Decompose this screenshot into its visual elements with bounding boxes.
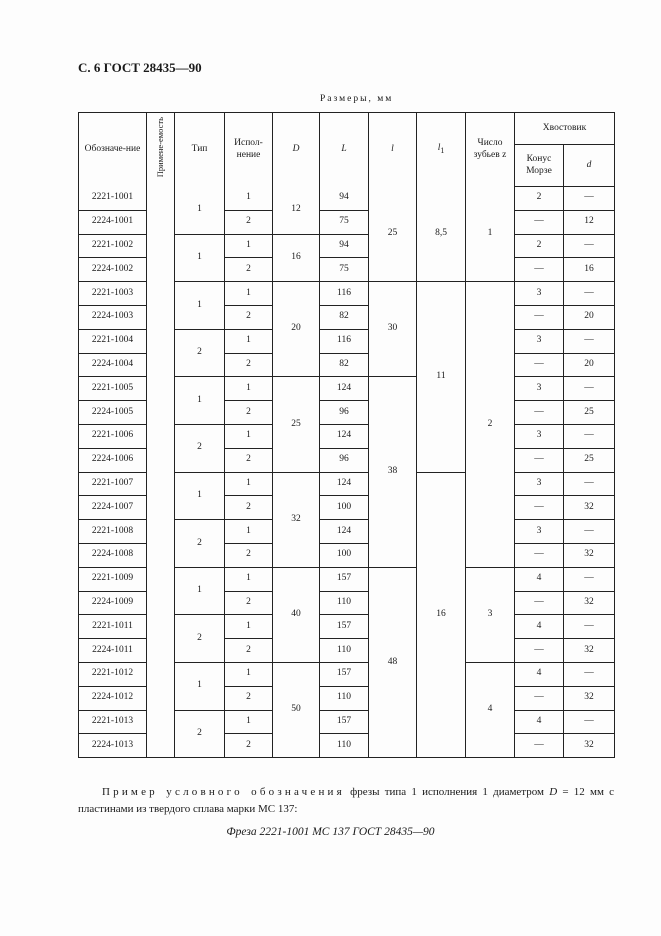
type-cell: 2 [175,615,225,663]
version-cell: 1 [225,662,273,686]
d-cell: — [564,615,615,639]
morse-cell: — [515,591,564,615]
d-cell: — [564,234,615,258]
d-cell: 16 [564,258,615,282]
morse-cell: — [515,496,564,520]
version-cell: 1 [225,710,273,734]
col-l1: $l_1$ [417,113,466,187]
L-cell: 75 [320,210,369,234]
designation-cell: 2221-1008 [79,520,147,544]
D-cell: 50 [273,662,320,757]
morse-cell: 3 [515,472,564,496]
l-cell: 30 [369,282,417,377]
designation-cell: 2224-1006 [79,448,147,472]
type-cell: 1 [175,187,225,235]
l-cell: 38 [369,377,417,567]
L-cell: 96 [320,401,369,425]
caption-text: Размеры, мм [320,94,394,104]
col-morse: Конус Морзе [515,145,564,187]
morse-cell: — [515,543,564,567]
designation-cell: 2224-1008 [79,543,147,567]
morse-cell: — [515,686,564,710]
l-cell: 25 [369,187,417,282]
D-cell: 12 [273,187,320,235]
designation-cell: 2221-1006 [79,424,147,448]
d-cell: — [564,329,615,353]
d-cell: — [564,377,615,401]
designation-example [78,784,614,818]
type-cell: 2 [175,424,225,472]
col-d: d [564,145,615,187]
designation-cell: 2224-1001 [79,210,147,234]
designation-cell: 2221-1011 [79,615,147,639]
type-cell: 2 [175,710,225,758]
version-cell: 1 [225,472,273,496]
designation-cell: 2224-1002 [79,258,147,282]
version-cell: 2 [225,258,273,282]
d-cell: — [564,662,615,686]
morse-cell: — [515,210,564,234]
l1-cell: 11 [417,282,466,472]
table-body [79,187,615,758]
designation-cell: 2221-1012 [79,662,147,686]
teeth-cell: 2 [466,282,515,568]
designation-cell: 2221-1009 [79,567,147,591]
d-cell: 12 [564,210,615,234]
L-cell: 157 [320,662,369,686]
morse-cell: — [515,353,564,377]
L-cell: 157 [320,615,369,639]
d-cell: 25 [564,401,615,425]
morse-cell: — [515,401,564,425]
L-cell: 124 [320,520,369,544]
morse-cell: 4 [515,662,564,686]
L-cell: 124 [320,377,369,401]
version-cell: 1 [225,377,273,401]
d-cell: 20 [564,305,615,329]
example-text-1: фрезы типа 1 исполнения 1 диаметром [344,786,550,798]
col-D: D [273,113,320,187]
col-designation: Обозначе-ние [79,113,147,187]
teeth-cell: 4 [466,662,515,757]
L-cell: 110 [320,734,369,758]
d-cell: 32 [564,543,615,567]
D-cell: 40 [273,567,320,662]
L-cell: 157 [320,710,369,734]
d-cell: 32 [564,734,615,758]
teeth-cell: 1 [466,187,515,282]
type-cell: 1 [175,234,225,282]
designation-cell: 2221-1003 [79,282,147,306]
morse-cell: 4 [515,615,564,639]
designation-cell: 2221-1004 [79,329,147,353]
version-cell: 2 [225,401,273,425]
designation-cell: 2224-1013 [79,734,147,758]
version-cell: 1 [225,424,273,448]
applicability-cell [147,187,175,758]
L-cell: 100 [320,543,369,567]
D-cell: 16 [273,234,320,282]
L-cell: 124 [320,472,369,496]
version-cell: 1 [225,615,273,639]
L-cell: 96 [320,448,369,472]
version-cell: 1 [225,567,273,591]
designation-cell: 2224-1011 [79,639,147,663]
morse-cell: — [515,305,564,329]
version-cell: 2 [225,496,273,520]
morse-cell: 3 [515,424,564,448]
L-cell: 157 [320,567,369,591]
version-cell: 2 [225,543,273,567]
designation-cell: 2221-1001 [79,187,147,211]
l-cell: 48 [369,567,417,757]
d-cell: 32 [564,639,615,663]
D-cell: 32 [273,472,320,567]
version-cell: 1 [225,234,273,258]
morse-cell: 2 [515,187,564,211]
col-version: Испол-нение [225,113,273,187]
morse-cell: 3 [515,282,564,306]
designation-cell: 2224-1009 [79,591,147,615]
type-cell: 1 [175,282,225,330]
morse-cell: — [515,258,564,282]
L-cell: 75 [320,258,369,282]
d-cell: 32 [564,591,615,615]
L-cell: 110 [320,591,369,615]
d-cell: 25 [564,448,615,472]
col-l: l [369,113,417,187]
morse-cell: 4 [515,710,564,734]
l1-cell: 16 [417,472,466,758]
designation-cell: 2224-1012 [79,686,147,710]
type-cell: 1 [175,662,225,710]
teeth-cell: 3 [466,567,515,662]
d-cell: — [564,424,615,448]
L-cell: 116 [320,329,369,353]
morse-cell: 3 [515,329,564,353]
designation-cell: 2221-1013 [79,710,147,734]
type-cell: 2 [175,520,225,568]
designation-cell: 2224-1004 [79,353,147,377]
table-row [79,187,615,211]
version-cell: 2 [225,639,273,663]
example-D: D [549,786,558,798]
col-shank: Хвостовик [515,113,615,145]
L-cell: 100 [320,496,369,520]
col-applicability-label: Примене-емость [155,117,166,178]
col-type: Тип [175,113,225,187]
d-cell: 20 [564,353,615,377]
d-cell: — [564,567,615,591]
d-cell: — [564,187,615,211]
designation-cell: 2224-1003 [79,305,147,329]
morse-cell: — [515,639,564,663]
version-cell: 1 [225,520,273,544]
version-cell: 1 [225,282,273,306]
designation-cell: 2221-1002 [79,234,147,258]
L-cell: 82 [320,353,369,377]
designation-cell: 2221-1005 [79,377,147,401]
d-cell: — [564,710,615,734]
type-cell: 1 [175,472,225,520]
col-L: L [320,113,369,187]
morse-cell: 4 [515,567,564,591]
L-cell: 124 [320,424,369,448]
morse-cell: — [515,734,564,758]
dimensions-table [78,112,615,758]
version-cell: 2 [225,591,273,615]
morse-cell: — [515,448,564,472]
version-cell: 2 [225,734,273,758]
d-cell: — [564,282,615,306]
L-cell: 116 [320,282,369,306]
designation-cell: 2224-1005 [79,401,147,425]
version-cell: 2 [225,686,273,710]
morse-cell: 3 [515,520,564,544]
L-cell: 82 [320,305,369,329]
d-cell: 32 [564,686,615,710]
version-cell: 2 [225,305,273,329]
L-cell: 110 [320,686,369,710]
morse-cell: 2 [515,234,564,258]
col-applicability [147,113,175,187]
type-cell: 1 [175,377,225,425]
example-text-2: = 12 мм с пластинами из твердого сплава марки МС 137: [78,786,614,815]
D-cell: 25 [273,377,320,472]
L-cell: 94 [320,187,369,211]
designation-cell: 2221-1007 [79,472,147,496]
type-cell: 1 [175,567,225,615]
L-cell: 94 [320,234,369,258]
type-cell: 2 [175,329,225,377]
l1-cell: 8,5 [417,187,466,282]
version-cell: 2 [225,210,273,234]
designation-formula: Фреза 2221-1001 МС 137 ГОСТ 28435—90 [226,826,435,838]
version-cell: 1 [225,187,273,211]
version-cell: 2 [225,448,273,472]
L-cell: 110 [320,639,369,663]
designation-cell: 2224-1007 [79,496,147,520]
d-cell: — [564,472,615,496]
page-header: С. 6 ГОСТ 28435—90 [78,60,202,75]
col-teeth: Число зубьев z [466,113,515,187]
example-lead: Пример условного обозначения [102,786,345,798]
d-cell: — [564,520,615,544]
D-cell: 20 [273,282,320,377]
table-head [79,113,615,187]
d-cell: 32 [564,496,615,520]
morse-cell: 3 [515,377,564,401]
version-cell: 2 [225,353,273,377]
version-cell: 1 [225,329,273,353]
